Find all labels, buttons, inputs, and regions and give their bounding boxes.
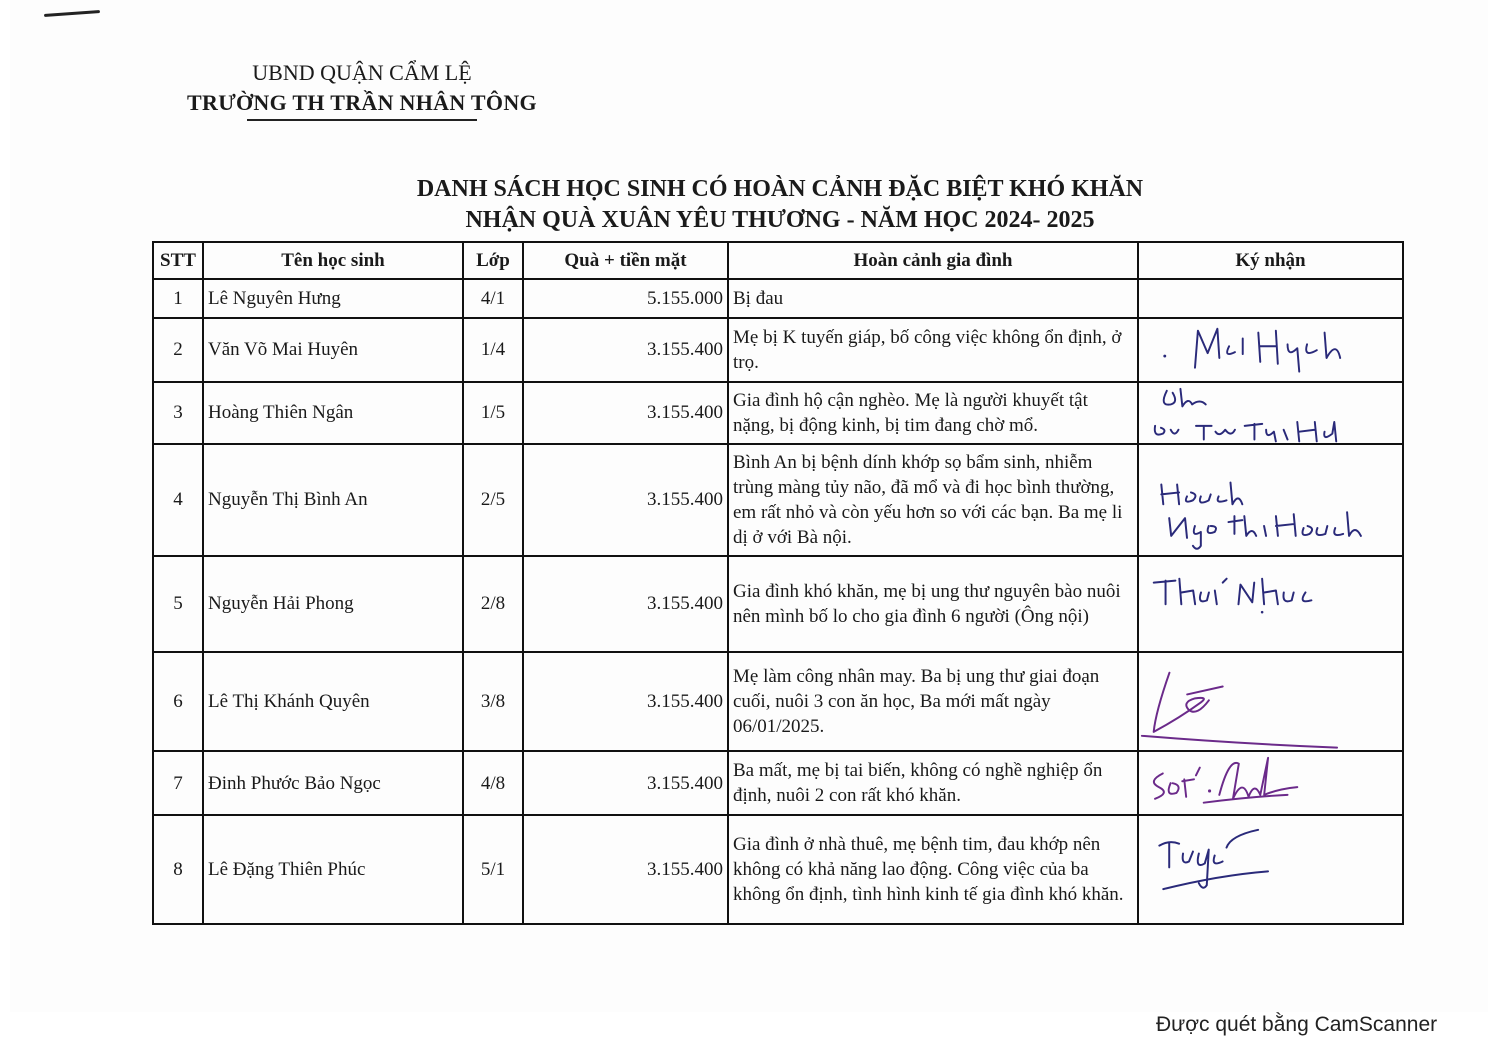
- cell-class: 4/1: [463, 279, 523, 318]
- table-row: [153, 444, 1403, 556]
- cell-signature: [1138, 751, 1403, 815]
- cell-amount: 3.155.400: [523, 815, 728, 924]
- cell-class: 1/4: [463, 318, 523, 381]
- cell-name: Lê Đặng Thiên Phúc: [203, 815, 463, 924]
- cell-stt: 6: [153, 652, 203, 751]
- header-underline: [247, 119, 477, 121]
- organization-header: [162, 58, 562, 121]
- cell-amount: 3.155.400: [523, 751, 728, 815]
- cell-situation: Gia đình khó khăn, mẹ bị ung thư nguyên bào nuôi nên mình bố lo cho gia đình 6 người (Ông nội): [728, 556, 1138, 653]
- cell-signature: [1138, 318, 1403, 381]
- cell-class: 2/8: [463, 556, 523, 653]
- table-row: [153, 556, 1403, 653]
- student-list-table: [152, 241, 1404, 925]
- cell-signature: [1138, 815, 1403, 924]
- table-row: [153, 318, 1403, 381]
- cell-amount: 3.155.400: [523, 556, 728, 653]
- cell-amount: 3.155.400: [523, 382, 728, 444]
- header-stt: STT: [153, 242, 203, 279]
- cell-name: Lê Nguyên Hưng: [203, 279, 463, 318]
- cell-situation: Bị đau: [728, 279, 1138, 318]
- cell-amount: 3.155.400: [523, 652, 728, 751]
- cell-signature: [1138, 382, 1403, 444]
- title-line-2: NHẬN QUÀ XUÂN YÊU THƯƠNG - NĂM HỌC 2024- 2025: [465, 207, 1095, 233]
- cell-situation: Mẹ làm công nhân may. Ba bị ung thư giai đoạn cuối, nuôi 3 con ăn học, Ba mới mất ngày 06/01/2025.: [728, 652, 1138, 751]
- department-name: UBND QUẬN CẨM LỆ: [252, 60, 472, 85]
- cell-name: Đinh Phước Bảo Ngọc: [203, 751, 463, 815]
- school-name: TRƯỜNG TH TRẦN NHÂN TÔNG: [187, 90, 537, 115]
- cell-name: Nguyễn Thị Bình An: [203, 444, 463, 556]
- title-line-1: DANH SÁCH HỌC SINH CÓ HOÀN CẢNH ĐẶC BIỆT KHÓ KHĂN: [416, 176, 1144, 202]
- cell-signature: [1138, 444, 1403, 556]
- cell-situation: Ba mất, mẹ bị tai biến, không có nghề nghiệp ổn định, nuôi 2 con rất khó khăn.: [728, 751, 1138, 815]
- header-name: Tên học sinh: [203, 242, 463, 279]
- cell-amount: 3.155.400: [523, 318, 728, 381]
- camscanner-watermark: Được quét bằng CamScanner: [1156, 1013, 1438, 1036]
- pen-mark: [44, 10, 100, 17]
- cell-class: 5/1: [463, 815, 523, 924]
- cell-stt: 7: [153, 751, 203, 815]
- table-row: [153, 751, 1403, 815]
- cell-name: Văn Võ Mai Huyên: [203, 318, 463, 381]
- cell-class: 4/8: [463, 751, 523, 815]
- table-row: [153, 279, 1403, 318]
- signature-mai-huyen: [1139, 319, 1402, 380]
- cell-stt: 4: [153, 444, 203, 556]
- cell-situation: Mẹ bị K tuyến giáp, bố công việc không ổn định, ở trọ.: [728, 318, 1138, 381]
- signature-son: [1139, 752, 1402, 814]
- header-signature: Ký nhận: [1138, 242, 1403, 279]
- table-row: [153, 382, 1403, 444]
- table-row: [153, 652, 1403, 751]
- cell-stt: 8: [153, 815, 203, 924]
- header-class: Lớp: [463, 242, 523, 279]
- cell-signature: [1138, 279, 1403, 318]
- signature-scribble: [1139, 816, 1402, 923]
- cell-class: 1/5: [463, 382, 523, 444]
- header-amount: Quà + tiền mặt: [523, 242, 728, 279]
- cell-situation: Gia đình ở nhà thuê, mẹ bệnh tim, đau khớp nên không có khả năng lao động. Công việc của ba không ổn định, tình hình kinh tế gia đình khó khăn.: [728, 815, 1138, 924]
- signature-scribble-purple: [1139, 653, 1402, 750]
- cell-stt: 3: [153, 382, 203, 444]
- cell-name: Nguyễn Hải Phong: [203, 556, 463, 653]
- cell-amount: 3.155.400: [523, 444, 728, 556]
- cell-name: Hoàng Thiên Ngân: [203, 382, 463, 444]
- cell-amount: 5.155.000: [523, 279, 728, 318]
- cell-stt: 2: [153, 318, 203, 381]
- signature-ngo-thi-hoach: [1139, 445, 1402, 555]
- cell-class: 3/8: [463, 652, 523, 751]
- cell-stt: 5: [153, 556, 203, 653]
- cell-signature: [1138, 556, 1403, 653]
- header-situation: Hoàn cảnh gia đình: [728, 242, 1138, 279]
- cell-stt: 1: [153, 279, 203, 318]
- table-header-row: [153, 242, 1403, 279]
- document-title: [300, 174, 1260, 236]
- signature-thai-nhuc: [1139, 557, 1402, 652]
- cell-situation: Bình An bị bệnh dính khớp sọ bẩm sinh, nhiễm trùng màng tủy não, đã mổ và đi học bình thường, em rất nhỏ và còn yếu hơn so với các bạn. Ba mẹ li dị ở với Bà nội.: [728, 444, 1138, 556]
- signature-tran-tuyet-hanh: [1139, 383, 1402, 443]
- cell-signature: [1138, 652, 1403, 751]
- cell-class: 2/5: [463, 444, 523, 556]
- cell-name: Lê Thị Khánh Quyên: [203, 652, 463, 751]
- cell-situation: Gia đình hộ cận nghèo. Mẹ là người khuyết tật nặng, bị động kinh, bị tim đang chờ mổ.: [728, 382, 1138, 444]
- table-row: [153, 815, 1403, 924]
